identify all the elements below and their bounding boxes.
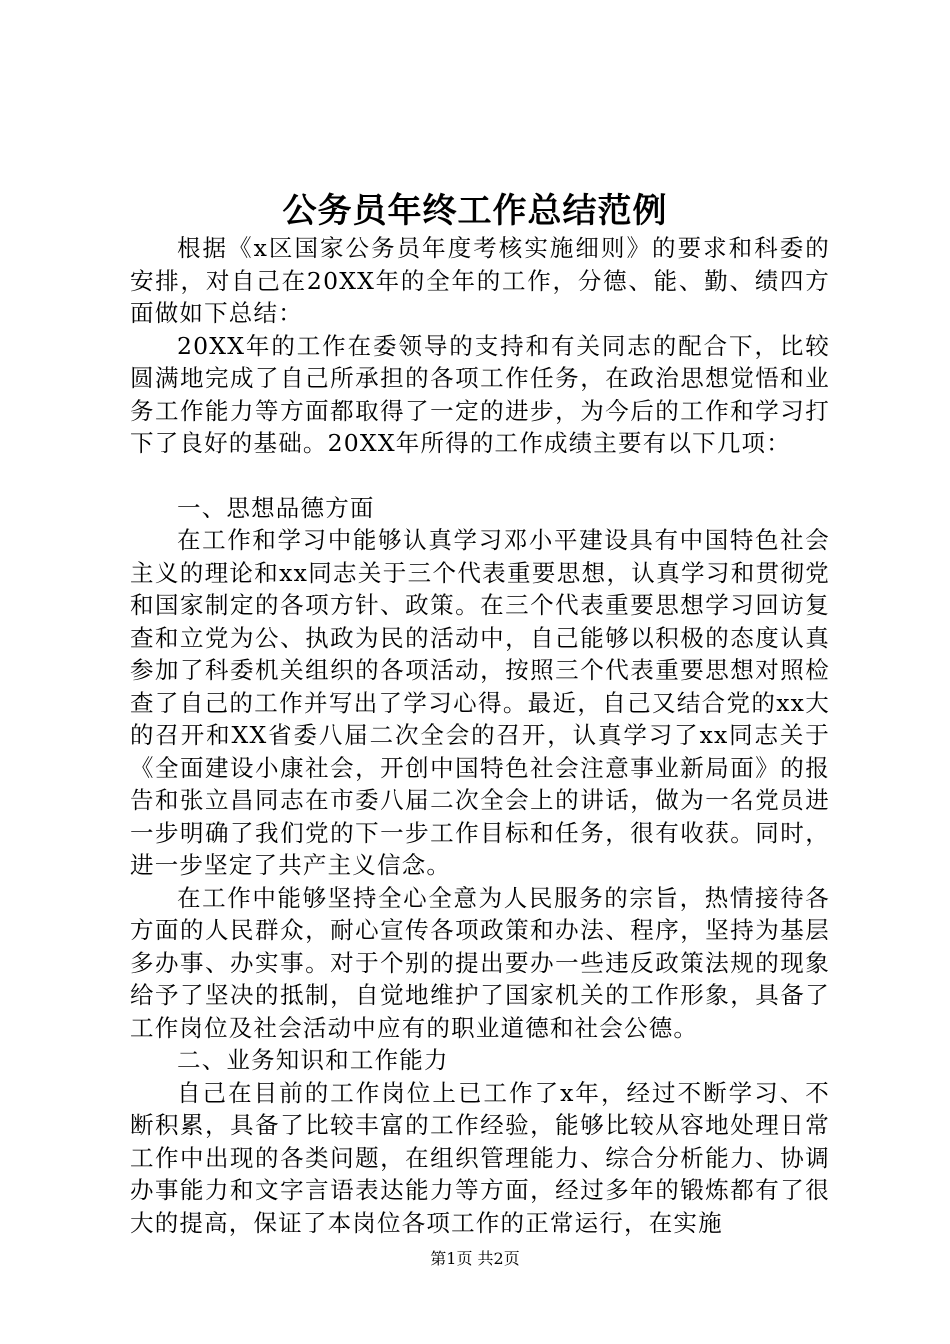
page-footer: 第1页 共2页 (430, 1249, 520, 1268)
paragraph-ability: 自己在目前的工作岗位上已工作了x年，经过不断学习、不断积累，具备了比较丰富的工作经验，能够比较从容地处理日常工作中出现的各类问题，在组织管理能力、综合分析能力、协调办事能力和文字言语表达能力等方面，经过多年的锻炼都有了很大的提高，保证了本岗位各项工作的正常运行，在实施 (130, 1078, 830, 1237)
paragraph-ideology: 在工作和学习中能够认真学习邓小平建设具有中国特色社会主义的理论和xx同志关于三个代表重要思想，认真学习和贯彻党和国家制定的各项方针、政策。在三个代表重要思想学习回访复查和立党为公、执政为民的活动中，自己能够以积极的态度认真参加了科委机关组织的各项活动，按照三个代表重要思想对照检查了自己的工作并写出了学习心得。最近，自己又结合党的xx大的召开和XX省委八届二次全会的召开，认真学习了xx同志关于《全面建设小康社会，开创中国特色社会注意事业新局面》的报告和张立昌同志在市委八届二次全会上的讲话，做为一名党员进一步明确了我们党的下一步工作目标和任务，很有收获。同时，进一步坚定了共产主义信念。 (130, 526, 830, 879)
paragraph-service: 在工作中能够坚持全心全意为人民服务的宗旨，热情接待各方面的人民群众，耐心宣传各项政策和办法、程序，坚持为基层多办事、办实事。对于个别的提出要办一些违反政策法规的现象给予了坚决的抵制，自觉地维护了国家机关的工作形象，具备了工作岗位及社会活动中应有的职业道德和社会公德。 (130, 883, 830, 1042)
section-heading-2: 二、业务知识和工作能力 (177, 1046, 449, 1074)
section-heading-1: 一、思想品德方面 (177, 493, 375, 522)
document-body (130, 232, 830, 1239)
paragraph-intro: 根据《x区国家公务员年度考核实施细则》的要求和科委的安排，对自己在20XX年的全年的工作，分德、能、勤、绩四方面做如下总结： (130, 234, 830, 327)
document-title: 公务员年终工作总结范例 (282, 191, 668, 231)
paragraph-summary: 20XX年的工作在委领导的支持和有关同志的配合下，比较圆满地完成了自己所承担的各项工作任务，在政治思想觉悟和业务工作能力等方面都取得了一定的进步，为今后的工作和学习打下了良好的基础。20XX年所得的工作成绩主要有以下几项： (130, 331, 830, 457)
